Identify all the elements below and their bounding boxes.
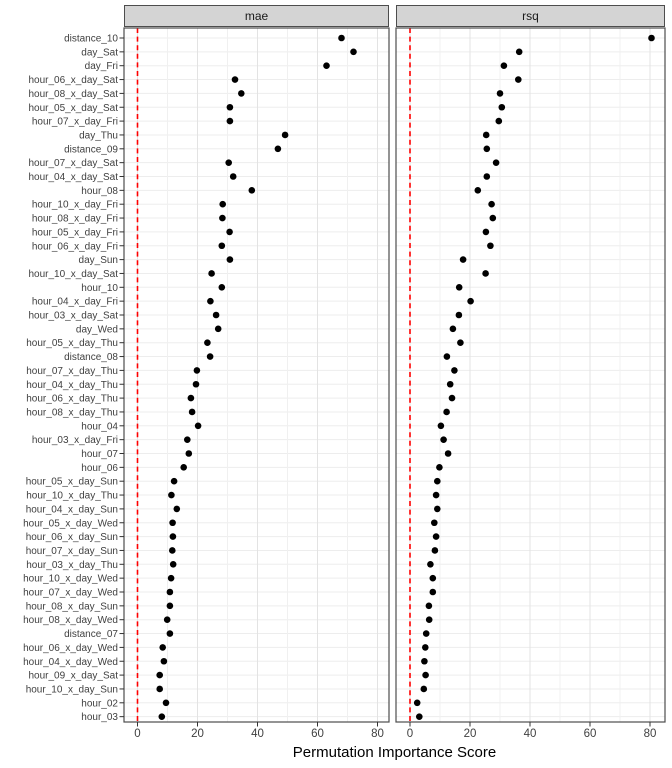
y-axis-label: day_Sat [81, 47, 118, 59]
data-point [433, 533, 440, 540]
data-point [169, 519, 176, 526]
y-axis-label: hour_05_x_day_Fri [31, 227, 118, 239]
data-point [421, 686, 428, 693]
data-point [170, 533, 177, 540]
data-point [443, 409, 450, 416]
data-point [483, 132, 490, 139]
data-point [167, 603, 174, 610]
y-axis-label: hour_08 [81, 185, 118, 197]
data-point [422, 672, 429, 679]
data-point [167, 630, 174, 637]
x-tick-label: 40 [523, 728, 537, 740]
y-axis-label: hour_09_x_day_Sat [28, 670, 118, 682]
data-point [174, 506, 181, 513]
data-point [450, 326, 457, 333]
y-axis-label: day_Wed [75, 324, 118, 336]
data-point [444, 353, 451, 360]
y-axis-label: hour_07_x_day_Sun [25, 545, 118, 557]
data-point [457, 339, 464, 346]
data-point [184, 436, 191, 443]
data-point [440, 436, 447, 443]
data-point [456, 312, 463, 319]
y-axis-label: distance_07 [64, 629, 118, 641]
x-tick-label: 60 [311, 728, 324, 740]
data-point [156, 686, 163, 693]
data-point [169, 547, 176, 554]
data-point [186, 450, 193, 457]
data-point [195, 423, 202, 430]
data-point [421, 658, 428, 665]
data-point [416, 713, 423, 720]
facet-strip-mae [124, 5, 389, 27]
y-axis-label: day_Fri [84, 61, 118, 73]
y-axis-label: hour_02 [81, 698, 118, 710]
data-point [170, 561, 177, 568]
data-point [193, 381, 200, 388]
data-point [208, 270, 215, 277]
data-point [449, 395, 456, 402]
data-point [275, 146, 282, 153]
y-axis-label: hour_04_x_day_Thu [26, 379, 118, 391]
data-point [219, 201, 226, 208]
data-point [188, 395, 195, 402]
x-tick-label: 0 [134, 728, 141, 740]
data-point [180, 464, 187, 471]
y-axis-label: hour_04 [81, 421, 118, 433]
data-point [484, 146, 491, 153]
y-axis-label: hour_06_x_day_Sat [28, 75, 118, 87]
y-axis-label: hour_07_x_day_Fri [31, 116, 118, 128]
y-axis-label: hour_08_x_day_Sat [28, 88, 118, 100]
x-tick-label: 40 [251, 728, 264, 740]
data-point [163, 700, 170, 707]
data-point [445, 450, 452, 457]
facet-strip-mae-label: mae [244, 9, 269, 23]
data-point [451, 367, 458, 374]
y-axis-label: hour_05_x_day_Thu [26, 338, 118, 350]
facet-strip-rsq-label: rsq [522, 9, 539, 23]
data-point [168, 492, 175, 499]
x-tick-label: 20 [191, 728, 204, 740]
data-point [501, 62, 508, 69]
data-point [194, 367, 201, 374]
data-point [207, 298, 214, 305]
y-axis-label: hour_03_x_day_Thu [26, 559, 118, 571]
data-point [423, 630, 430, 637]
y-axis-label: hour_03_x_day_Sat [28, 310, 118, 322]
y-axis-label: day_Sun [78, 255, 118, 267]
data-point [219, 242, 226, 249]
data-point [484, 173, 491, 180]
data-point [227, 104, 234, 111]
data-point [515, 76, 522, 83]
data-point [350, 49, 357, 56]
data-point [225, 159, 232, 166]
data-point [460, 256, 467, 263]
data-point [226, 229, 233, 236]
y-axis-label: hour_07_x_day_Thu [26, 365, 118, 377]
data-point [427, 561, 434, 568]
data-point [426, 603, 433, 610]
data-point [189, 409, 196, 416]
y-axis-label: distance_10 [64, 33, 118, 45]
y-axis-label: hour_08_x_day_Thu [26, 407, 118, 419]
y-axis-label: hour_04_x_day_Fri [31, 296, 118, 308]
data-point [430, 589, 437, 596]
y-axis-label: hour_06_x_day_Thu [26, 393, 118, 405]
data-point [482, 270, 489, 277]
data-point [493, 159, 500, 166]
data-point [227, 118, 234, 125]
data-point [230, 173, 237, 180]
y-axis-label: hour_06_x_day_Wed [23, 642, 118, 654]
facet-strip-rsq [396, 5, 665, 27]
data-point [447, 381, 454, 388]
x-axis-title: Permutation Importance Score [292, 744, 497, 761]
data-point [227, 256, 234, 263]
y-axis-label: hour_05_x_day_Wed [23, 518, 118, 530]
y-axis-label: hour_06 [81, 462, 118, 474]
y-axis-label: hour_10_x_day_Sat [28, 268, 118, 280]
panel-background [124, 28, 389, 722]
data-point [215, 326, 222, 333]
x-tick-label: 20 [463, 728, 477, 740]
data-point [490, 215, 497, 222]
data-point [159, 644, 166, 651]
y-axis-label: hour_04_x_day_Wed [23, 656, 118, 668]
data-point [171, 478, 178, 485]
data-point [323, 62, 330, 69]
data-point [204, 339, 211, 346]
data-point [167, 589, 174, 596]
data-point [156, 672, 163, 679]
data-point [497, 90, 504, 97]
y-axis-label: hour_08_x_day_Wed [23, 615, 118, 627]
data-point [434, 506, 441, 513]
y-axis-label: hour_04_x_day_Sun [25, 504, 118, 516]
y-axis-label: hour_03 [81, 712, 118, 724]
x-tick-label: 0 [406, 728, 414, 740]
data-point [426, 616, 433, 623]
y-axis-label: hour_10 [81, 282, 118, 294]
y-axis-label: hour_10_x_day_Fri [31, 199, 118, 211]
data-point [219, 215, 226, 222]
data-point [164, 616, 171, 623]
data-point [219, 284, 226, 291]
data-point [456, 284, 463, 291]
y-axis-label: hour_10_x_day_Wed [23, 573, 118, 585]
y-axis-label: hour_08_x_day_Fri [31, 213, 118, 225]
data-point [432, 547, 439, 554]
data-point [475, 187, 482, 194]
y-axis-label: hour_08_x_day_Sun [25, 601, 118, 613]
data-point [433, 492, 440, 499]
y-axis-label: hour_10_x_day_Sun [25, 684, 118, 696]
x-tick-label: 60 [583, 728, 597, 740]
data-point [422, 644, 429, 651]
data-point [159, 713, 166, 720]
y-axis-label: day_Thu [79, 130, 118, 142]
data-point [338, 35, 345, 42]
data-point [487, 242, 494, 249]
data-point [168, 575, 175, 582]
y-axis-label: hour_05_x_day_Sun [25, 476, 118, 488]
data-point [232, 76, 239, 83]
y-axis-label: hour_04_x_day_Sat [28, 172, 118, 183]
y-axis-label: hour_07_x_day_Wed [23, 587, 118, 599]
y-axis-label: hour_06_x_day_Fri [31, 241, 118, 253]
y-axis-label: distance_09 [64, 144, 118, 156]
data-point [249, 187, 256, 194]
data-point [431, 519, 438, 526]
data-point [438, 423, 445, 430]
y-axis-label: distance_08 [64, 352, 118, 364]
data-point [483, 229, 490, 236]
data-point [238, 90, 245, 97]
data-point [282, 132, 289, 139]
data-point [414, 700, 421, 707]
data-point [499, 104, 506, 111]
y-axis-label: hour_07 [81, 449, 118, 460]
data-point [496, 118, 503, 125]
y-axis-label: hour_07_x_day_Sat [28, 158, 118, 170]
x-tick-label: 80 [371, 728, 384, 740]
data-point [207, 353, 214, 360]
data-point [436, 464, 443, 471]
y-axis-label: hour_06_x_day_Sun [25, 532, 118, 544]
x-tick-label: 80 [643, 728, 657, 740]
y-axis-label: hour_05_x_day_Sat [28, 102, 118, 114]
data-point [434, 478, 441, 485]
data-point [648, 35, 655, 42]
data-point [161, 658, 168, 665]
data-point [516, 49, 523, 56]
data-point [467, 298, 474, 305]
y-axis-label: hour_10_x_day_Thu [26, 490, 118, 502]
data-point [430, 575, 437, 582]
data-point [213, 312, 220, 319]
y-axis-label: hour_03_x_day_Fri [31, 435, 118, 447]
data-point [488, 201, 495, 208]
